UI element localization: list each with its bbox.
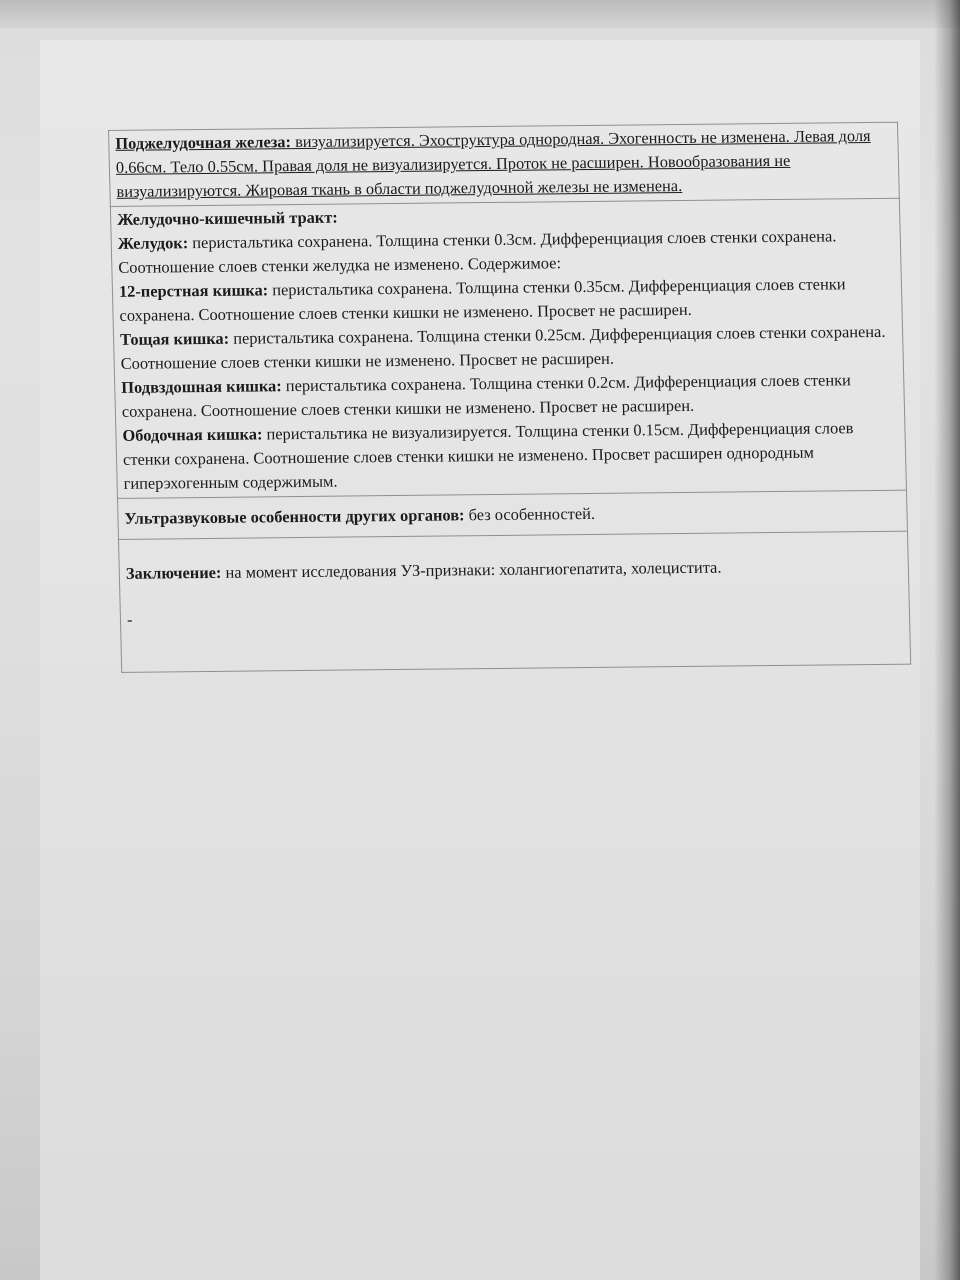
conclusion-label: Заключение:	[125, 562, 222, 583]
gi-item-text: перистальтика сохранена. Толщина стенки 0.3см. Дифференциация слоев стенки сохранена. Соотношение слоев стенки желудка не изменено. Содержимое:	[118, 226, 837, 277]
gi-item-label: Желудок:	[117, 233, 189, 253]
trailing-dash: -	[126, 609, 133, 629]
gi-item-duodenum	[119, 272, 896, 328]
gi-item-text: перистальтика не визуализируется. Толщина стенки 0.15см. Дифференциация слоев стенки сохранена. Соотношение слоев стенки кишки не изменено. Просвет расширен однородным гиперэхогенным содержимым.	[122, 418, 854, 493]
conclusion-row	[119, 531, 911, 672]
gi-item-jejunum	[120, 320, 897, 376]
pancreas-row	[109, 122, 900, 206]
monitor-bezel	[0, 0, 960, 28]
gi-item-colon	[122, 416, 900, 496]
monitor-edge-shadow	[934, 0, 960, 1280]
gi-tract-row	[110, 198, 906, 498]
gi-tract-cell	[110, 198, 906, 498]
gi-item-text: перистальтика сохранена. Толщина стенки 0.25см. Дифференциация слоев стенки сохранена. Соотношение слоев стенки кишки не изменено. Просвет не расширен.	[120, 321, 886, 373]
gi-item-ileum	[121, 368, 898, 424]
gi-item-label: 12-перстная кишка:	[118, 280, 269, 301]
gi-item-label: Ободочная кишка:	[122, 424, 263, 445]
gi-item-text: перистальтика сохранена. Толщина стенки 0.35см. Дифференциация слоев стенки сохранена. Соотношение слоев стенки кишки не изменено. Просвет не расширен.	[119, 274, 846, 325]
ultrasound-report-table	[108, 122, 911, 673]
gi-tract-heading: Желудочно-кишечный тракт:	[116, 207, 338, 229]
gi-item-text: перистальтика сохранена. Толщина стенки 0.2см. Дифференциация слоев стенки сохранена. Соотношение слоев стенки кишки не изменено. Просвет не расширен.	[121, 370, 852, 421]
other-organs-text: без особенностей.	[464, 503, 596, 525]
conclusion-cell	[119, 531, 911, 672]
pancreas-label: Поджелудочная железа:	[115, 132, 292, 153]
gi-item-stomach	[117, 224, 894, 280]
pancreas-cell	[109, 122, 900, 206]
gi-item-label: Тощая кишка:	[119, 328, 230, 349]
other-organs-label: Ультразвуковые особенности других органов:	[124, 505, 465, 528]
pancreas-text: визуализируется. Эхоструктура однородная. Эхогенность не изменена. Левая доля 0.66см. Тело 0.55см. Правая доля не визуализируется. Проток не расширен. Новообразования не визуализируются. Жировая ткань в области поджелудочной железы не изменена.	[115, 126, 871, 201]
gi-item-label: Подвздошная кишка:	[121, 376, 282, 397]
conclusion-text: на момент исследования УЗ-признаки: холангиогепатита, холецистита.	[221, 557, 722, 582]
